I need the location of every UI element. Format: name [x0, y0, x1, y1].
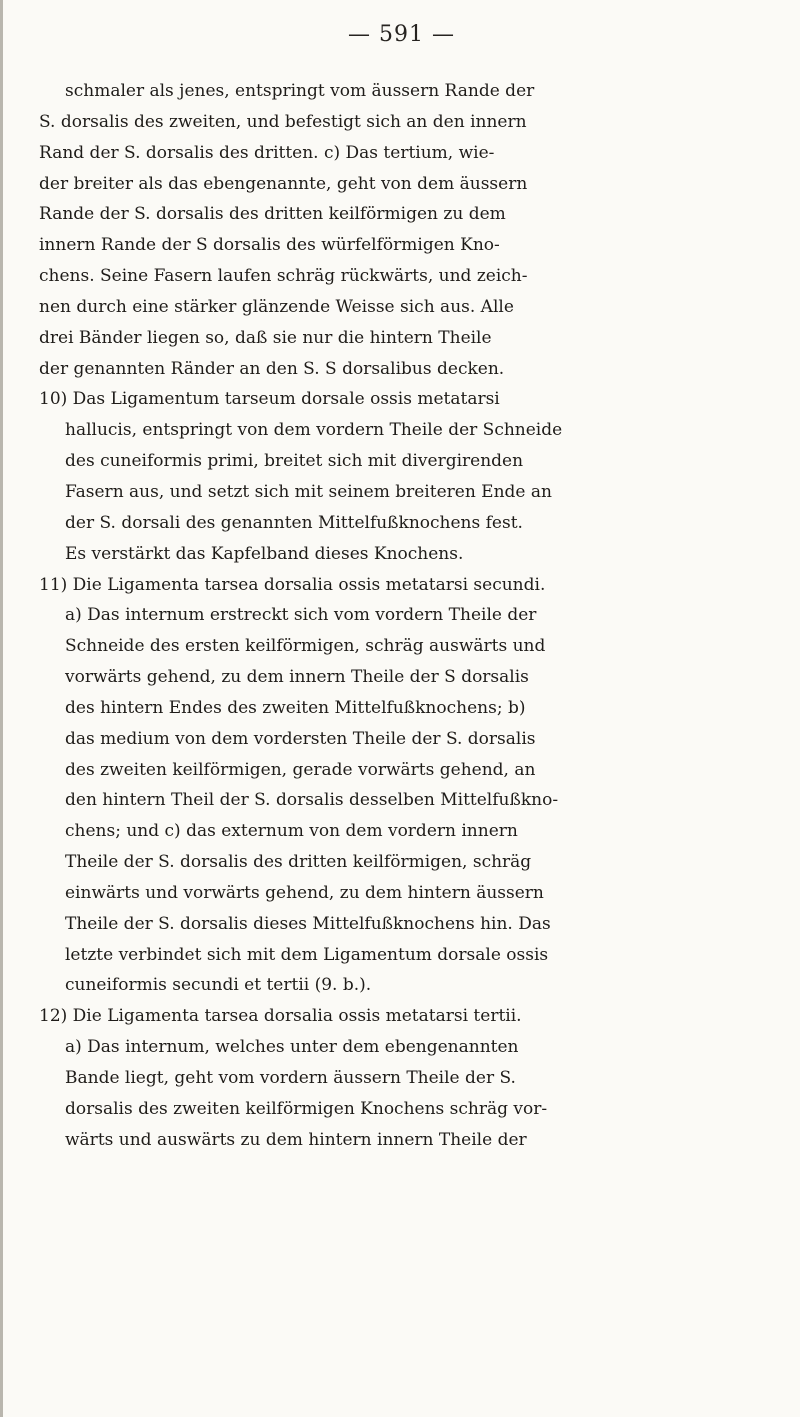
- text-line: cuneiformis secundi et tertii (9. b.).: [65, 975, 372, 996]
- text-line: einwärts und vorwärts gehend, zu dem hintern äussern: [65, 882, 544, 903]
- text-line: Theile der S. dorsalis des dritten keilförmigen, schräg: [65, 852, 532, 873]
- text-line: innern Rande der S dorsalis des würfelförmigen Kno-: [39, 235, 500, 256]
- text-line: 11) Die Ligamenta tarsea dorsalia ossis metatarsi secundi.: [39, 574, 546, 595]
- text-line: wärts und auswärts zu dem hintern innern Theile der: [65, 1129, 527, 1150]
- text-line: Schneide des ersten keilförmigen, schräg auswärts und: [65, 636, 546, 657]
- body-text: [39, 76, 787, 1156]
- page-number: — 591 —: [348, 22, 455, 47]
- text-line: des hintern Endes des zweiten Mittelfußknochens; b): [65, 697, 526, 718]
- text-line: drei Bänder liegen so, daß sie nur die hintern Theile: [39, 327, 492, 348]
- text-line: schmaler als jenes, entspringt vom äussern Rande der: [65, 81, 535, 101]
- text-line: a) Das internum, welches unter dem ebengenannten: [65, 1037, 519, 1058]
- text-line: des cuneiformis primi, breitet sich mit divergirenden: [65, 451, 524, 472]
- text-line: 10) Das Ligamentum tarseum dorsale ossis metatarsi: [39, 389, 500, 410]
- text-line: das medium von dem vordersten Theile der S. dorsalis: [65, 728, 536, 749]
- text-line: chens. Seine Fasern laufen schräg rückwärts, und zeich-: [39, 266, 528, 287]
- text-line: der breiter als das ebengenannte, geht von dem äussern: [39, 173, 528, 194]
- text-line: dorsalis des zweiten keilförmigen Knochens schräg vor-: [65, 1098, 548, 1119]
- text-line: des zweiten keilförmigen, gerade vorwärts gehend, an: [65, 759, 536, 780]
- text-line: a) Das internum erstreckt sich vom vordern Theile der: [65, 605, 537, 626]
- text-line: der genannten Ränder an den S. S dorsalibus decken.: [39, 358, 505, 379]
- text-line: letzte verbindet sich mit dem Ligamentum dorsale ossis: [65, 944, 549, 965]
- text-line: chens; und c) das externum von dem vordern innern: [65, 821, 518, 842]
- text-line: vorwärts gehend, zu dem innern Theile der S dorsalis: [65, 667, 529, 688]
- text-line: Theile der S. dorsalis dieses Mittelfußknochens hin. Das: [65, 913, 551, 934]
- text-line: S. dorsalis des zweiten, und befestigt sich an den innern: [39, 111, 527, 132]
- text-line: der S. dorsali des genannten Mittelfußknochens fest.: [65, 512, 523, 533]
- text-line: den hintern Theil der S. dorsalis desselben Mittelfußkno-: [65, 790, 559, 811]
- text-line: Es verstärkt das Kapfelband dieses Knochens.: [65, 543, 464, 564]
- text-line: hallucis, entspringt von dem vordern Theile der Schneide: [65, 420, 563, 441]
- text-line: Rand der S. dorsalis des dritten. c) Das tertium, wie-: [39, 142, 495, 163]
- text-line: Fasern aus, und setzt sich mit seinem breiteren Ende an: [65, 481, 552, 502]
- text-line: 12) Die Ligamenta tarsea dorsalia ossis metatarsi tertii.: [39, 1006, 522, 1027]
- text-line: Rande der S. dorsalis des dritten keilförmigen zu dem: [39, 204, 506, 225]
- text-line: Bande liegt, geht vom vordern äussern Theile der S.: [65, 1068, 516, 1088]
- text-line: nen durch eine stärker glänzende Weisse sich aus. Alle: [39, 296, 514, 317]
